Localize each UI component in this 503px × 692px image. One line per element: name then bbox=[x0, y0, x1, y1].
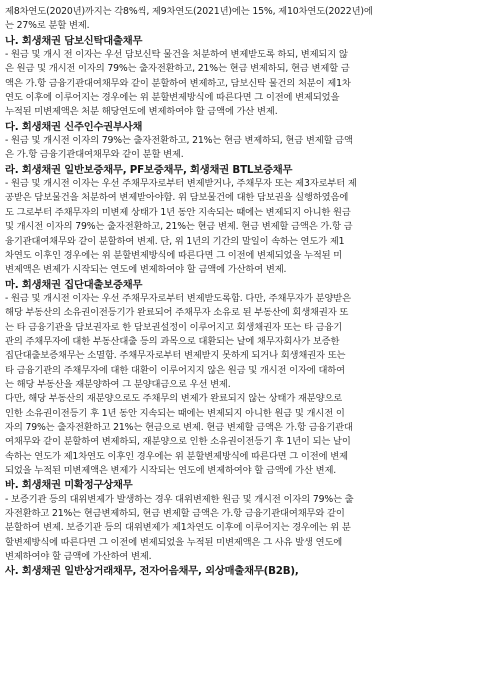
text-line: 제8차연도(2020년)까지는 각8%씩, 제9차연도(2021년)에는 15%, 제10차연도(2022년)에 bbox=[5, 6, 373, 17]
text-line: 분할하여 변제. 보증기관 등의 대위변제가 제1차연도 이후에 이루어지는 경우에는 위 분 bbox=[5, 522, 351, 534]
text-line: - 보증기관 등의 대위변제가 발생하는 경우 대위변제한 원금 및 개시전 이자의 79%는 출 bbox=[5, 493, 354, 505]
text-line: 관의 주채무자에 대한 부동산대출 등의 과목으로 대환되는 날에 채무자회사가 보증한 bbox=[5, 335, 340, 347]
text-line: - 원금 및 개시전 이자는 우선 주채무자로부터 변제받도록함. 다만, 주채무자가 분양받은 bbox=[5, 292, 351, 304]
text-line: 인한 소유권이전등기 후 1년 동안 지속되는 때에는 변제되지 아니한 원금 및 개시전 이 bbox=[5, 407, 345, 419]
text-line: 는 27%로 분할 변제. bbox=[5, 20, 90, 32]
text-line: 할변제방식에 따른다면 그 이전에 변제되었을 누적된 미변제액은 그 사유 발생 연도에 bbox=[5, 536, 343, 548]
section-heading: 나. 회생채권 담보신탁대출채무 bbox=[5, 34, 143, 47]
text-line: 타 금융기관의 주채무자에 대한 대환이 이루어지지 않은 원금 및 개시전 이자에 대하여 bbox=[5, 364, 345, 376]
section-heading: 라. 회생채권 일반보증채무, PF보증채무, 회생채권 BTL보증채무 bbox=[5, 163, 293, 176]
text-line: 집단대출보증채무는 소멸함. 주채무자로부터 변제받지 못하게 되거나 회생채권자 또는 bbox=[5, 350, 346, 362]
text-line: 도 그로부터 주채무자의 미변제 상태가 1년 동안 지속되는 때에는 변제되지 아니한 원금 bbox=[5, 206, 351, 218]
text-line: 공받은 담보물건을 처분하여 변제받아야함. 위 담보물건에 대한 담보권을 실행하였음에 bbox=[5, 192, 349, 204]
text-line: 는 해당 부동산을 재분양하여 그 분양대금으로 우선 변제. bbox=[5, 378, 231, 390]
text-line: 은 가.항 금융기관대여채무와 같이 분할 변제. bbox=[5, 149, 184, 161]
text-line: 은 원금 및 개시전 이자의 79%는 출자전환하고, 21%는 현금 변제하되, 현금 변제할 금 bbox=[5, 63, 350, 75]
text-line: 연도 이후에 이루어지는 경우에는 위 분할변제방식에 따른다면 그 이전에 변제되었을 bbox=[5, 92, 340, 104]
text-line: 해당 부동산의 소유권이전등기가 완료되어 주채무자 소유로 된 부동산에 회생채권자 또 bbox=[5, 307, 349, 319]
text-line: 액은 가.항 금융기관대여채무와 같이 분할하여 변제하고, 담보신탁 물건의 처분이 제1차 bbox=[5, 77, 351, 89]
text-line: 자전환하고 21%는 현금변제하되, 현금 변제할 금액은 가.항 금융기관대여채무와 같이 bbox=[5, 508, 345, 520]
text-line: - 원금 및 개시전 이자는 우선 주채무자로부터 변제받거나, 주채무자 또는 제3자로부터 제 bbox=[5, 178, 357, 190]
text-line: 및 개시전 이자의 79%는 출자전환하고, 21%는 현금 변제. 현금 변제할 금액은 가.항 금 bbox=[5, 221, 353, 233]
text-line: 는 타 금융기관을 담보권자로 한 담보권설정이 이루어지고 회생채권자 또는 타 금융기 bbox=[5, 321, 343, 333]
text-line: 융기관대여채무와 같이 분할하여 변제. 단, 위 1년의 기간의 말일이 속하는 연도가 제1 bbox=[5, 235, 345, 247]
text-line: 다만, 해당 부동산의 재분양으로도 주채무의 변제가 완료되지 않는 상태가 재분양으로 bbox=[5, 393, 343, 405]
text-line: - 원금 및 개시 전 이자는 우선 담보신탁 물건을 처분하여 변제받도록 하되, 변제되지 않 bbox=[5, 49, 348, 61]
document-page bbox=[5, 5, 496, 579]
text-line: - 원금 및 개시전 이자의 79%는 출자전환하고, 21%는 현금 변제하되, 현금 변제할 금액 bbox=[5, 135, 353, 147]
section-heading: 마. 회생채권 집단대출보증채무 bbox=[5, 278, 143, 291]
section-heading: 바. 회생채권 미확정구상채무 bbox=[5, 479, 133, 492]
text-line: 되었을 누적된 미변제액은 변제가 시작되는 연도에 변제하여야 할 금액에 가산 변제. bbox=[5, 465, 337, 476]
text-line: 누적된 미변제액은 처분 해당연도에 변제하여야 할 금액에 가산 변제. bbox=[5, 106, 278, 118]
text-line: 속하는 연도가 제1차연도 이후인 경우에는 위 분할변제방식에 따른다면 그 이전에 변제 bbox=[5, 450, 348, 462]
text-line: 자의 79%는 출자전환하고 21%는 현금으로 변제. 현금 변제할 금액은 가.항 금융기관대 bbox=[5, 421, 353, 433]
text-line: 변제하여야 할 금액에 가산하여 변제. bbox=[5, 551, 152, 563]
text-line: 여채무와 같이 분할하여 변제하되, 재분양으로 인한 소유권이전등기 후 1년이 되는 날이 bbox=[5, 436, 351, 448]
section-heading: 다. 회생채권 신주인수권부사채 bbox=[5, 120, 143, 133]
text-line: 차연도 이후인 경우에는 위 분할변제방식에 따른다면 그 이전에 변제되었을 누적된 미 bbox=[5, 249, 343, 261]
text-line: 변제액은 변제가 시작되는 연도에 변제하여야 할 금액에 가산하여 변제. bbox=[5, 264, 287, 276]
section-heading: 사. 회생채권 일반상거래채무, 전자어음채무, 외상매출채무(B2B), bbox=[5, 565, 299, 578]
